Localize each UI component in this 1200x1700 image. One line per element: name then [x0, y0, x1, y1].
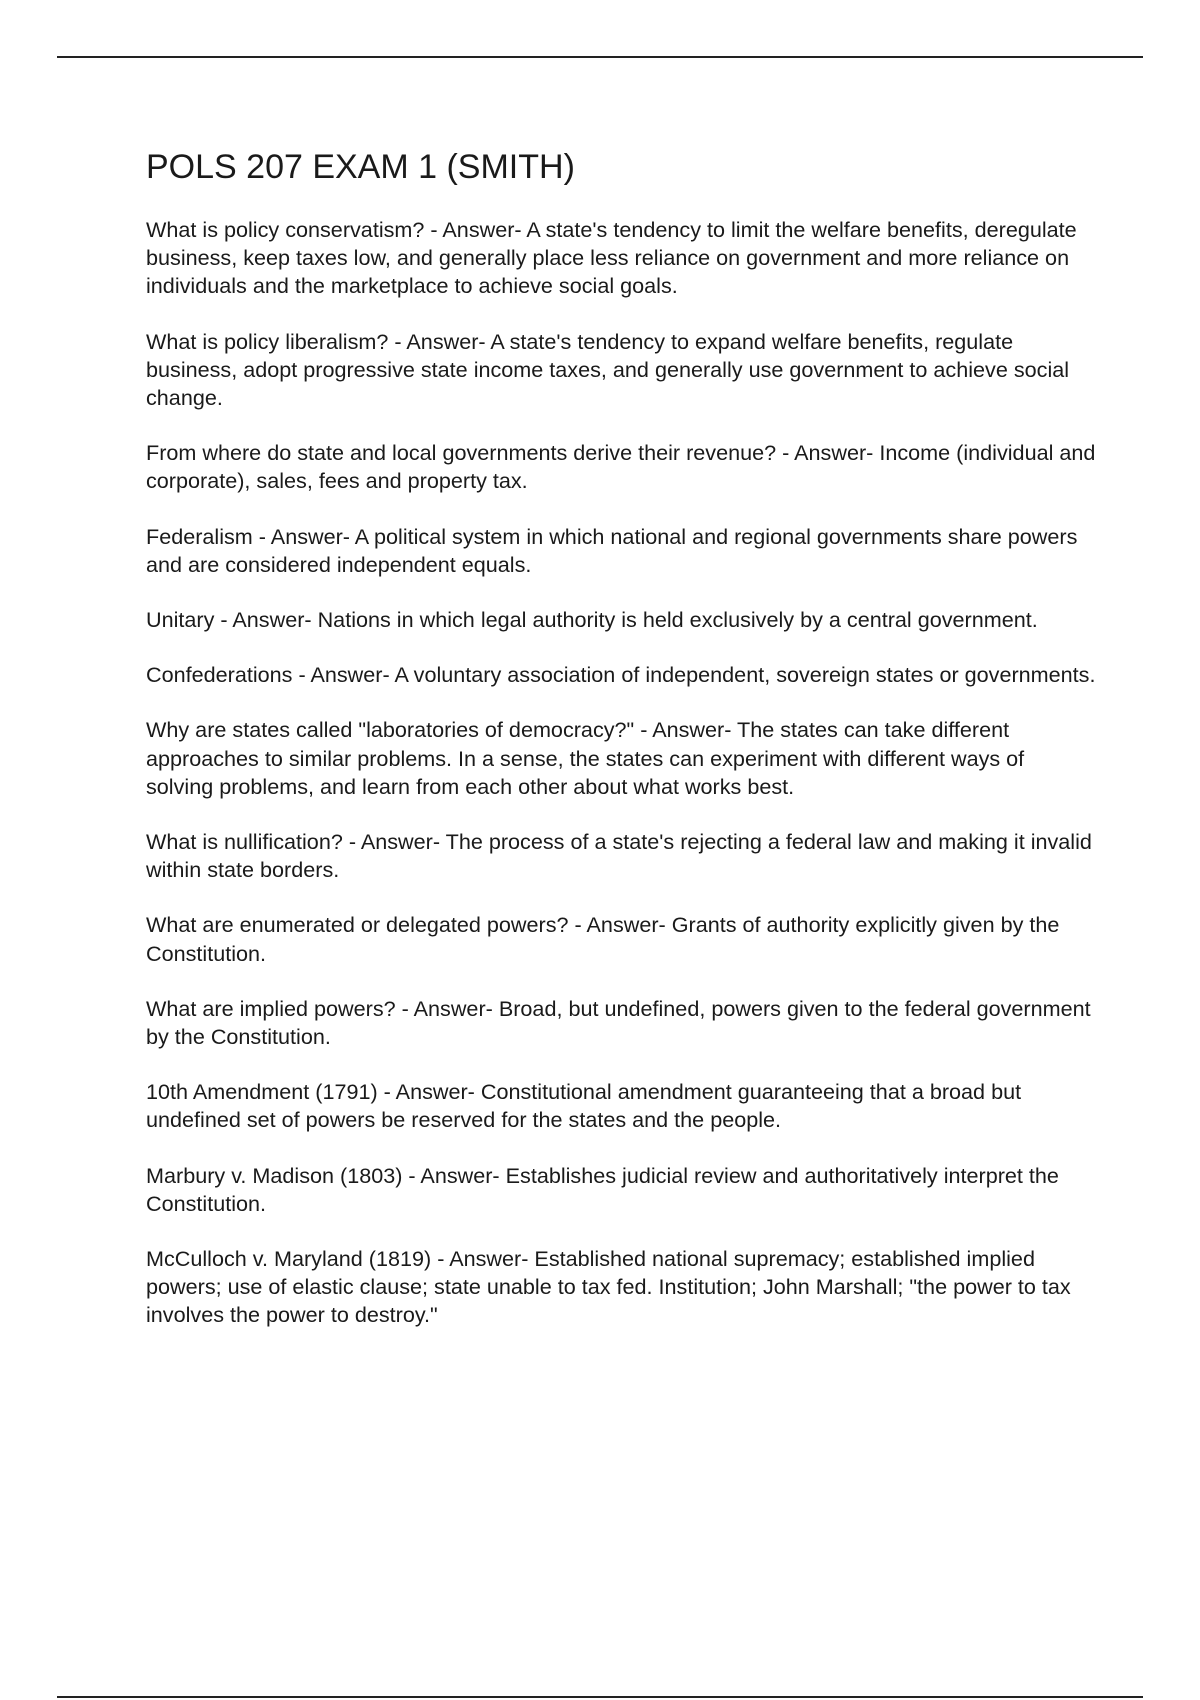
qa-item: Unitary - Answer- Nations in which legal authority is held exclusively by a central government.: [146, 607, 1038, 633]
qa-item: Why are states called "laboratories of democracy?" - Answer- The states can take different approaches to similar problems. In a sense, the states can experiment with different ways of solving problems, and learn from each other about what works best.: [146, 717, 1025, 799]
qa-item: What are enumerated or delegated powers? - Answer- Grants of authority explicitly given by the Constitution.: [146, 912, 1060, 966]
document-title: POLS 207 EXAM 1 (SMITH): [146, 148, 575, 186]
top-divider: [57, 56, 1143, 58]
qa-item: What is nullification? - Answer- The process of a state's rejecting a federal law and making it invalid within state borders.: [146, 829, 1092, 883]
document-body: [146, 145, 1096, 1357]
qa-item: What are implied powers? - Answer- Broad, but undefined, powers given to the federal government by the Constitution.: [146, 995, 1091, 1050]
qa-item: From where do state and local governments derive their revenue? - Answer- Income (individual and corporate), sales, fees and property tax.: [146, 440, 1096, 494]
qa-item: Confederations - Answer- A voluntary association of independent, sovereign states or governments.: [146, 662, 1096, 688]
qa-item: Federalism - Answer- A political system in which national and regional governments share powers and are considered independent equals.: [146, 523, 1078, 577]
qa-list: [146, 216, 1096, 1330]
qa-item: 10th Amendment (1791) - Answer- Constitutional amendment guaranteeing that a broad but undefined set of powers be reserved for the states and the people.: [146, 1079, 1022, 1133]
qa-item: McCulloch v. Maryland (1819) - Answer- Established national supremacy; established implied powers; use of elastic clause; state unable to tax fed. Institution; John Marshall; "the power to tax involves the power to destroy.": [146, 1246, 1071, 1328]
qa-item: What is policy conservatism? - Answer- A state's tendency to limit the welfare benefits, deregulate business, keep taxes low, and generally place less reliance on government and more reliance on individuals and the marketplace to achieve social goals.: [146, 217, 1077, 299]
bottom-divider: [57, 1696, 1143, 1698]
qa-item: What is policy liberalism? - Answer- A state's tendency to expand welfare benefits, regulate business, adopt progressive state income taxes, and generally use government to achieve social change.: [146, 328, 1070, 411]
qa-item: Marbury v. Madison (1803) - Answer- Establishes judicial review and authoritatively interpret the Constitution.: [146, 1162, 1059, 1216]
